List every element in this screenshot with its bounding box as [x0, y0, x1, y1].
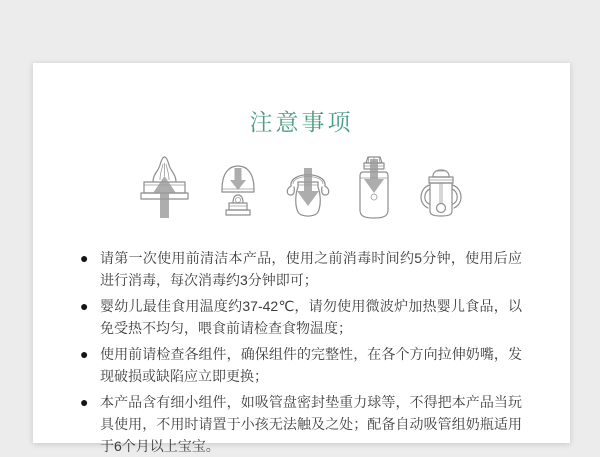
- page-title: 注意事项: [249, 109, 354, 135]
- dust-cap-cover-nipple-step-icon: [218, 163, 258, 220]
- note-item-cleaning-disinfection: [80, 247, 522, 291]
- nipple-push-into-ring-step-icon: [136, 152, 193, 220]
- handle-attach-to-bottle-step-icon: [283, 162, 333, 220]
- bullet-icon: ●: [80, 394, 89, 410]
- note-text: 使用前请检查各组件，确保组件的完整性，在各个方向拉伸奶嘴，发现破损或缺陷应立即更换；: [100, 346, 522, 384]
- bullet-icon: ●: [80, 346, 89, 362]
- note-item-check-components: [80, 343, 522, 387]
- note-text: 婴幼儿最佳食用温度约37-42℃，请勿使用微波炉加热婴儿食品，以免受热不均匀，喂食前请检查食物温度；: [100, 298, 522, 336]
- assembly-steps-row: [33, 150, 570, 220]
- note-text: 本产品含有细小组件，如吸管盘密封垫重力球等，不得把本产品当玩具使用，不用时请置于小孩无法触及之处；配备自动吸管组奶瓶适用于6个月以上宝宝。: [100, 394, 522, 454]
- bullet-icon: ●: [80, 298, 89, 314]
- note-text: 请第一次使用前清洁本产品，使用之前消毒时间约5分钟，使用后应进行消毒，每次消毒约3分钟即可；: [100, 250, 522, 288]
- lid-assembly-screw-on-bottle-step-icon: [358, 154, 390, 220]
- bullet-icon: ●: [80, 250, 89, 266]
- finished-straw-bottle-icon: [415, 163, 467, 220]
- notice-card: [33, 63, 570, 454]
- note-item-feeding-temperature: [80, 295, 522, 339]
- notes-list: [33, 247, 570, 457]
- note-item-small-parts-warning: [80, 391, 522, 457]
